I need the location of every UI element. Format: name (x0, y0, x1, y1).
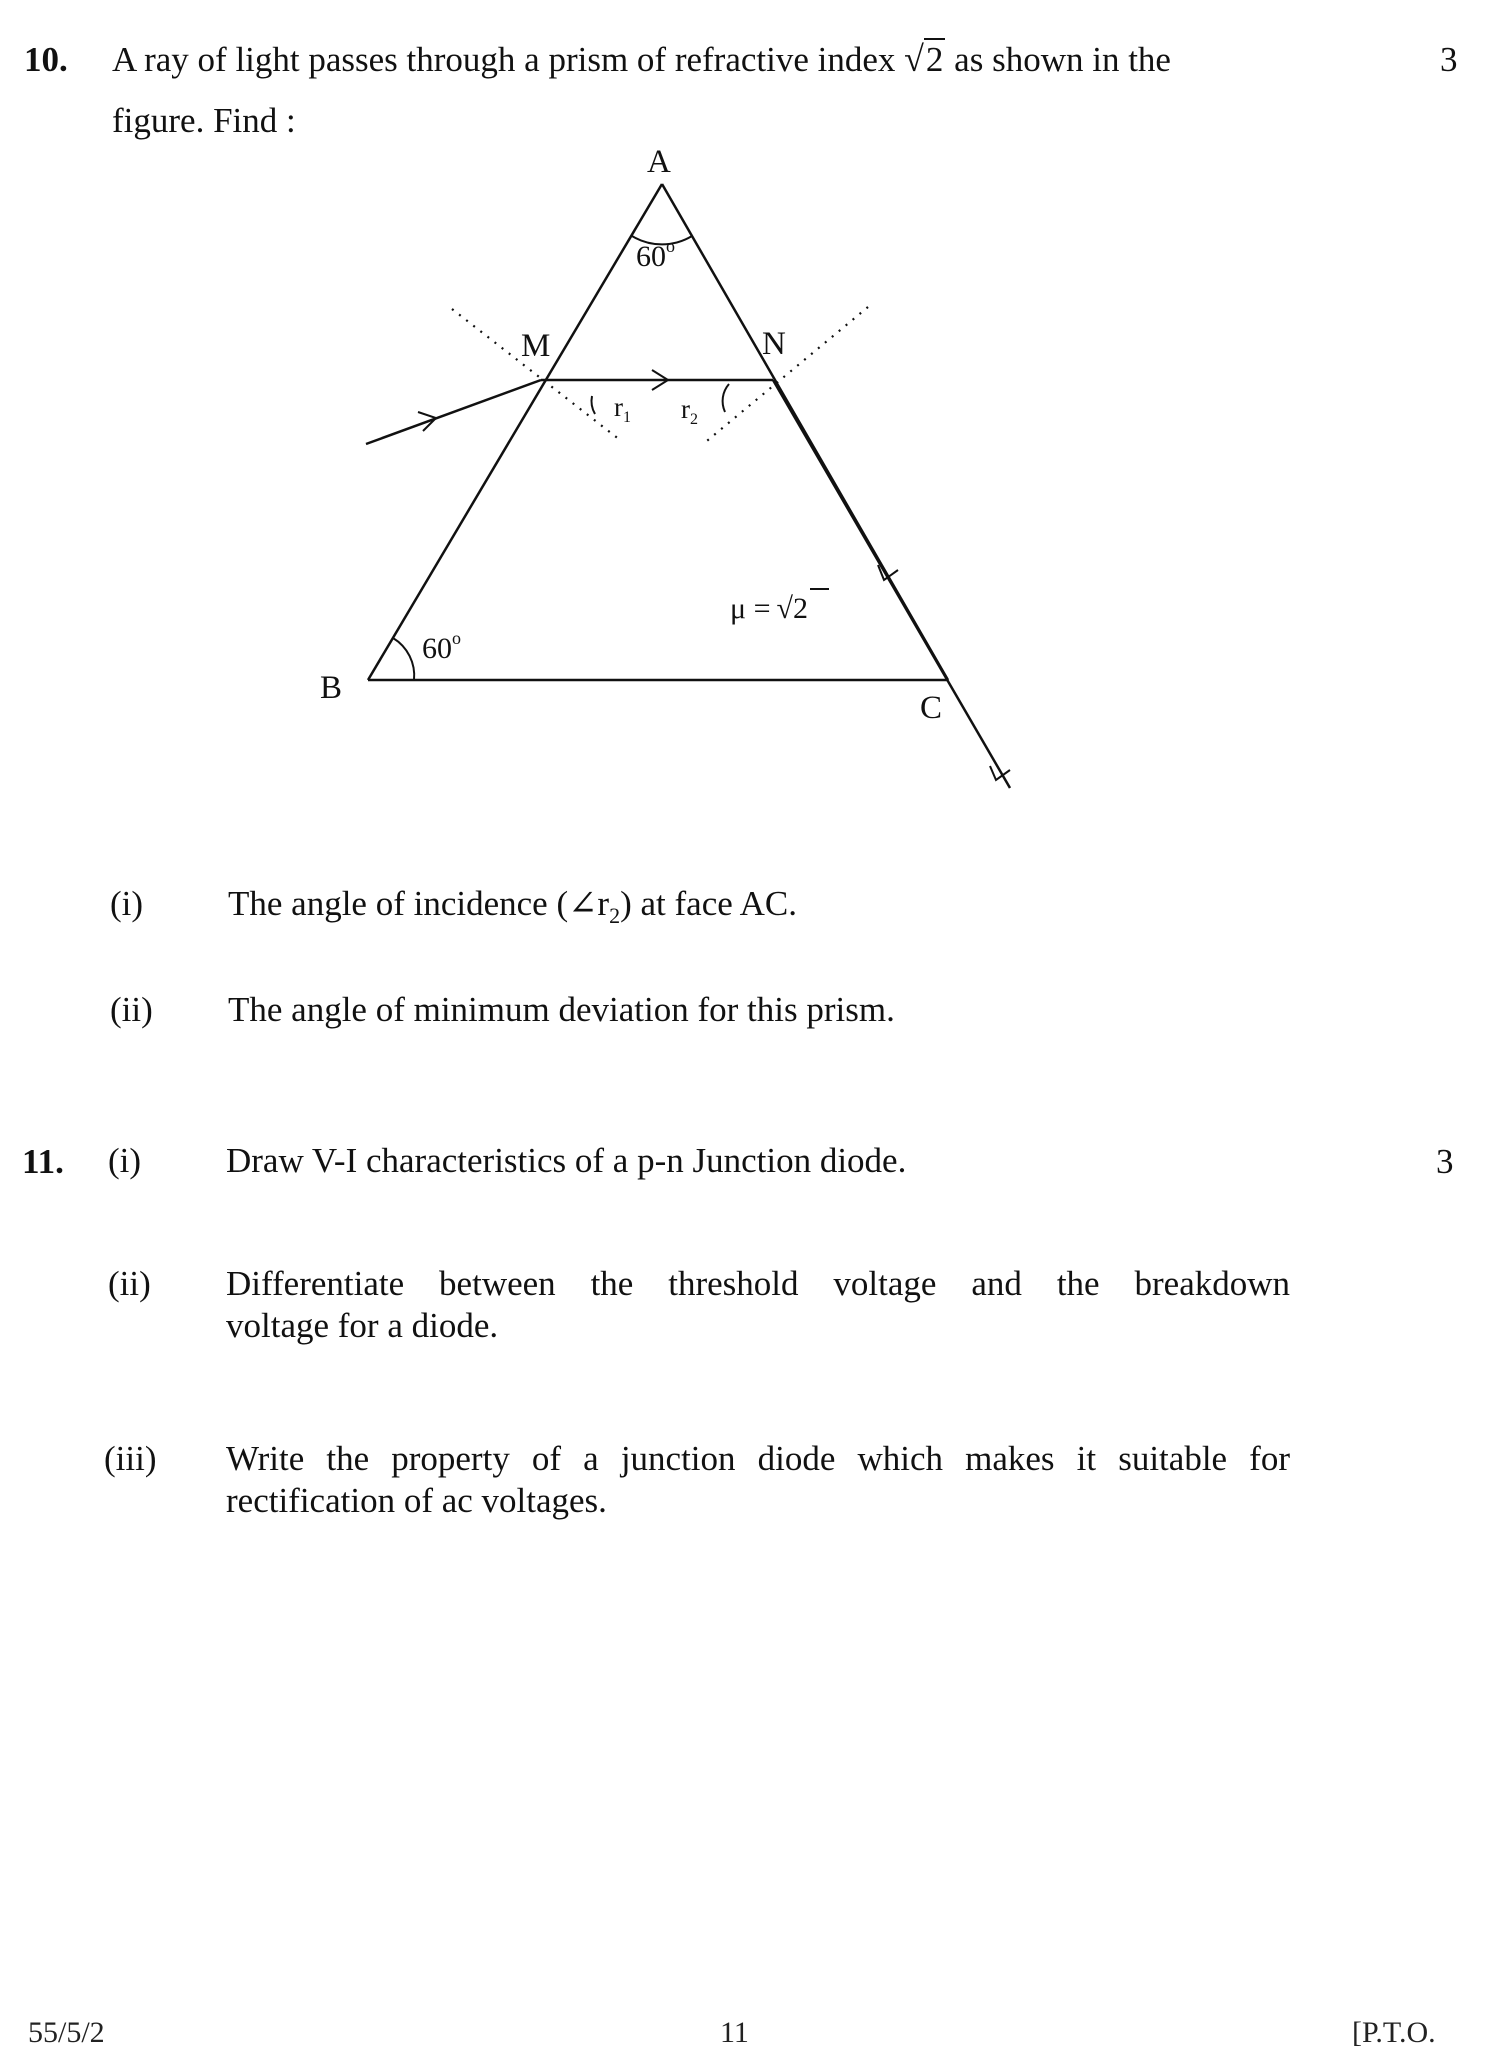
footer-paper-code: 55/5/2 (28, 2016, 105, 2049)
question-11-marks: 3 (1436, 1142, 1454, 1181)
angle-arc-b (393, 638, 414, 680)
question-10-number: 10. (24, 40, 68, 79)
mu-label: μ = √2 (730, 592, 808, 625)
q11-part3-label: (iii) (104, 1439, 157, 1478)
q11-part3-line2: rectification of ac voltages. (226, 1481, 607, 1520)
q11-part2-line1: Differentiate between the threshold voltage and the breakdown (226, 1264, 1290, 1303)
footer-pto: [P.T.O. (1352, 2016, 1436, 2049)
question-10-text-after-root: as shown in the (954, 40, 1171, 79)
q10-part2-label: (ii) (110, 990, 153, 1029)
angle-arc-r1 (592, 396, 595, 414)
angle-a-label: 60$^o$ (636, 236, 675, 273)
prism-figure (0, 0, 1505, 860)
q11-part3-text (226, 1438, 1290, 1522)
q11-part2-text (226, 1263, 1290, 1347)
question-10-text-before-root: A ray of light passes through a prism of refractive index (112, 40, 896, 79)
footer-page-number: 11 (720, 2016, 749, 2049)
q11-part1-text: Draw V-I characteristics of a p-n Junction diode. (226, 1141, 907, 1180)
q11-part2-label: (ii) (108, 1264, 151, 1303)
angle-b-label: 60$^o$ (422, 628, 461, 665)
q11-part3-line1: Write the property of a junction diode which makes it suitable for (226, 1439, 1290, 1478)
vertex-b-label: B (320, 670, 343, 706)
r1-label: $r_1$ (614, 392, 631, 426)
vertex-a-label: A (647, 144, 671, 180)
q10-part2-text: The angle of minimum deviation for this prism. (228, 990, 895, 1029)
point-m-label: M (521, 328, 551, 364)
question-10-text-line2: figure. Find : (112, 101, 296, 140)
sqrt-2-value: 2 (925, 40, 944, 79)
q11-part1-label: (i) (108, 1141, 142, 1180)
q10-part1-text: The angle of incidence $(\angle r_2)$ at face AC. (228, 884, 797, 928)
q11-part2-line2: voltage for a diode. (226, 1306, 499, 1345)
r2-label: $r_2$ (681, 394, 698, 428)
angle-arc-r2 (723, 384, 729, 412)
q10-part1-label: (i) (110, 884, 144, 923)
vertex-c-label: C (920, 690, 943, 726)
point-n-label: N (762, 326, 786, 362)
question-11-number: 11. (22, 1142, 64, 1181)
sqrt-2: √2 (904, 39, 944, 79)
question-10-marks: 3 (1440, 40, 1458, 79)
emergent-ray (773, 380, 1010, 788)
prism-side-ab (368, 184, 662, 680)
